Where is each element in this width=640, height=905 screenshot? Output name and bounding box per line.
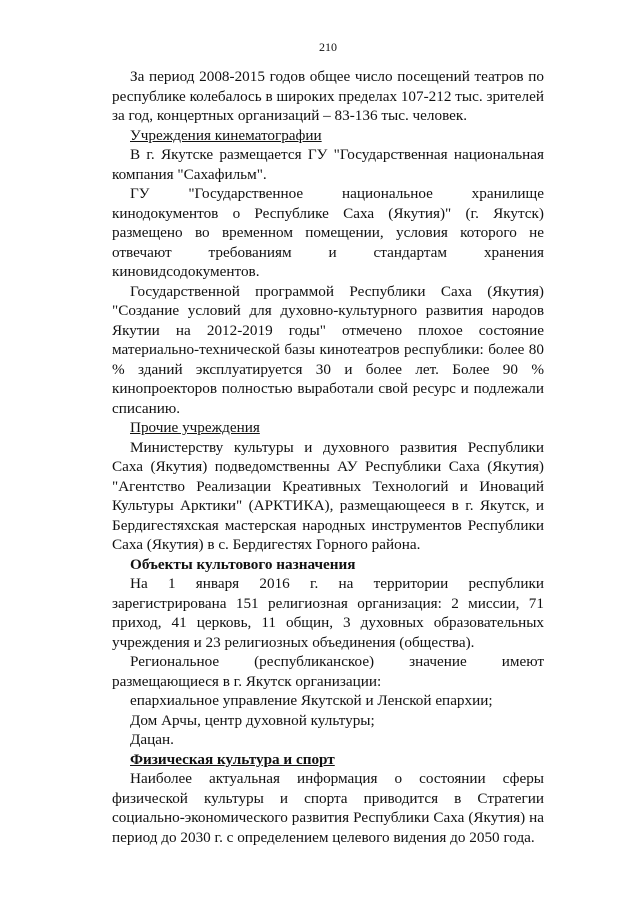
list-item: Дом Арчы, центр духовной культуры; [130, 711, 375, 729]
paragraph: Наиболее актуальная информация о состоянии сферы физической культуры и спорта приводится в Стратегии социально-экономического развития Республики Саха (Якутия) на период до 2030 г. с определением целевого видения до 2050 года. [112, 770, 544, 846]
section-heading: Объекты культового назначения [130, 555, 356, 573]
list-item: епархиальное управление Якутской и Ленской епархии; [130, 692, 493, 709]
section-heading: Физическая культура и спорт [130, 750, 335, 768]
paragraph: За период 2008-2015 годов общее число посещений театров по республике колебалось в широких пределах 107-212 тыс. зрителей за год, концертных организаций – 83-136 тыс. человек. [112, 68, 544, 124]
page-number: 210 [319, 40, 337, 54]
section-heading: Учреждения кинематографии [130, 126, 322, 144]
paragraph: На 1 января 2016 г. на территории республики зарегистрирована 151 религиозная организация: 2 миссии, 71 приход, 41 церковь, 11 общин, 3 духовных образовательных учреждения и 23 религиозных объединения (общества). [112, 575, 544, 651]
paragraph: Министерству культуры и духовного развития Республики Саха (Якутия) подведомственны АУ Республики Саха (Якутия) "Агентство Реализации Креативных Технологий и Иноваций Культуры Арктики" (АРКТИКА), размещающееся в г. Якутск, и Бердигестяхская мастерская народных инструментов Республики Саха (Якутия) в с. Бердигестях Горного района. [112, 438, 544, 553]
section-heading: Прочие учреждения [130, 419, 260, 436]
paragraph: Государственной программой Республики Саха (Якутия) "Создание условий для духовно-культурного развития народов Якутии на 2012-2019 годы" отмечено плохое состояние материально-технической базы кинотеатров республики: более 80 % зданий эксплуатируется 30 и более лет. Более 90 % кинопроекторов полностью выработали свой ресурс и подлежали списанию. [112, 282, 544, 417]
paragraph: В г. Якутске размещается ГУ "Государственная национальная компания "Сахафильм". [112, 146, 544, 183]
paragraph: Региональное (республиканское) значение имеют размещающиеся в г. Якутск организации: [112, 653, 544, 690]
list-item: Дацан. [130, 731, 174, 748]
paragraph: ГУ "Государственное национальное хранилище кинодокументов о Республике Саха (Якутия)" (г. Якутск) размещено во временном помещении, условия которого не отвечают требованиям и стандартам хранения киновидсодокументов. [112, 185, 544, 280]
document-body [112, 67, 544, 847]
